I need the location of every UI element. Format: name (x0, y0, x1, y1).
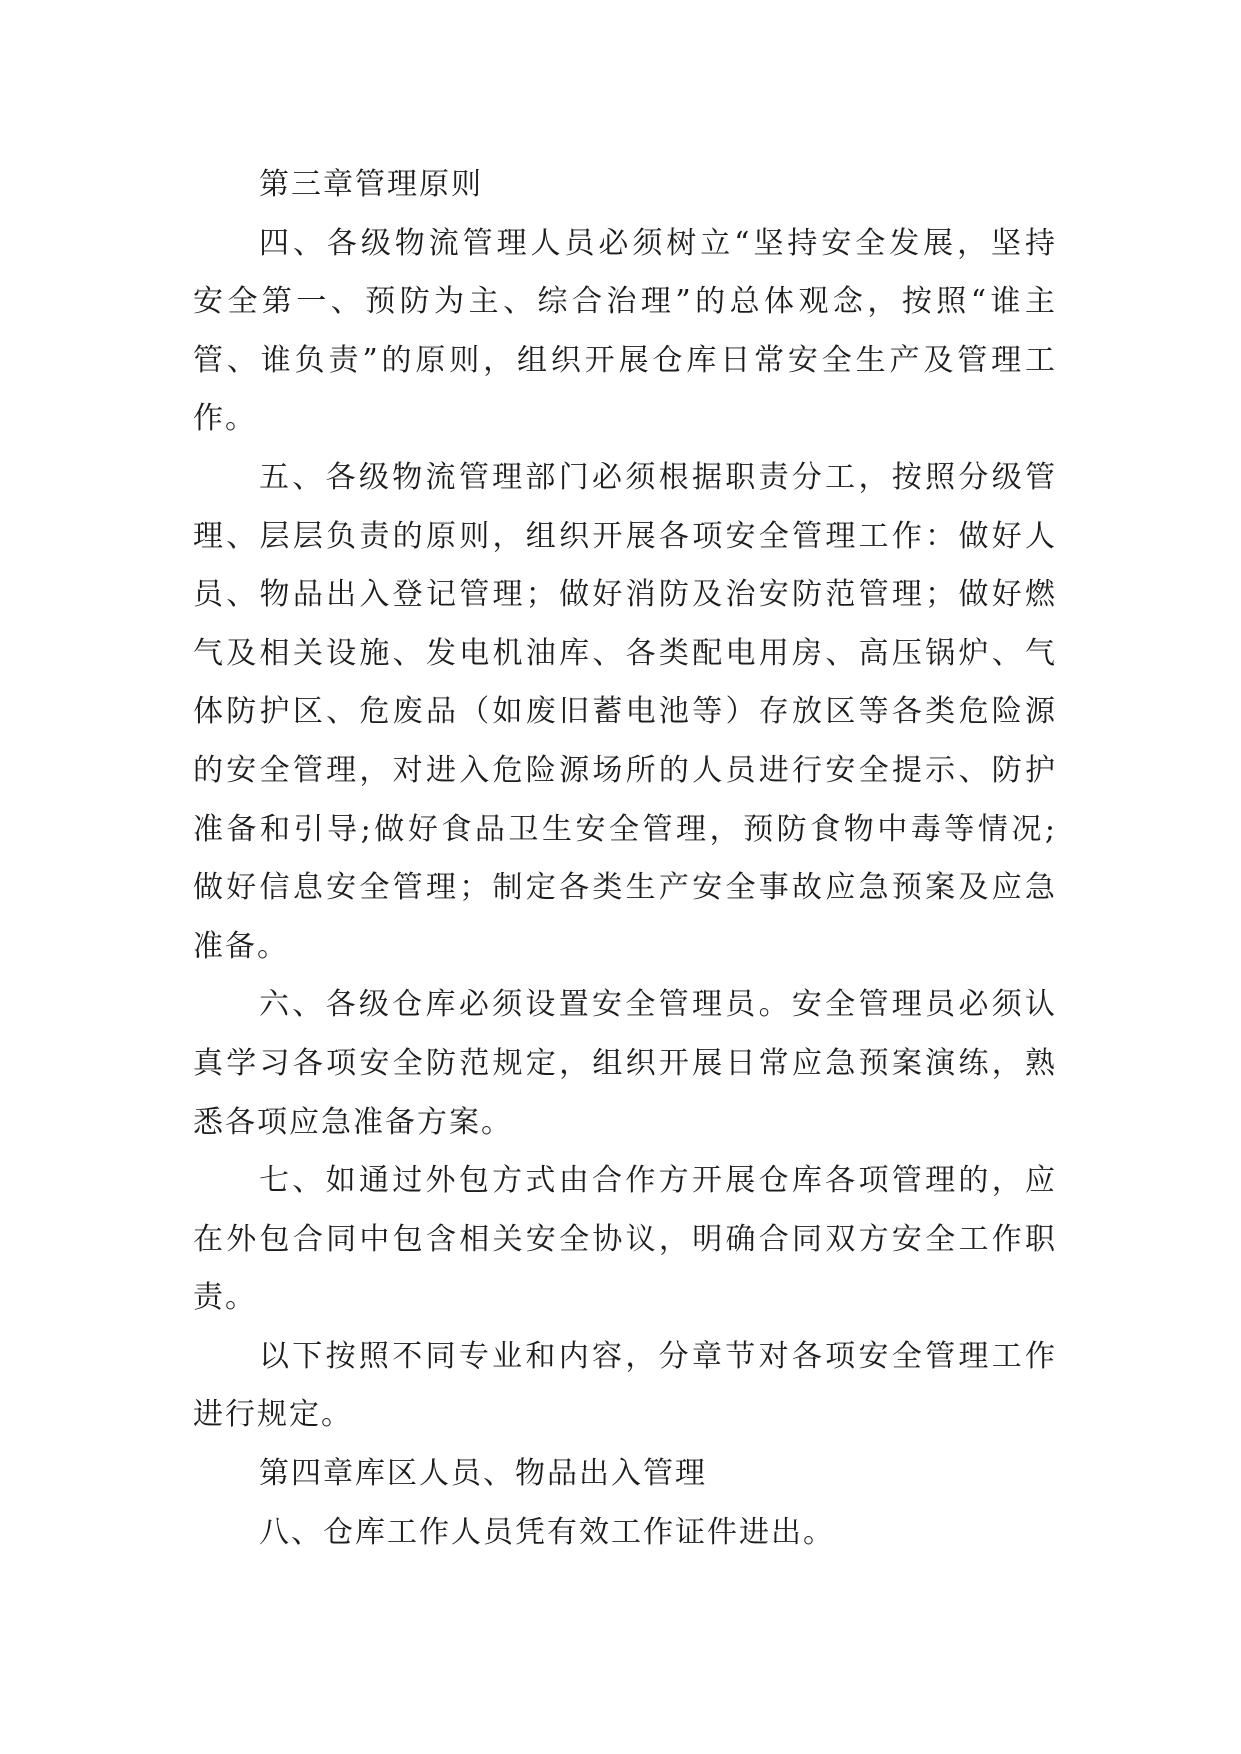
article-line: 五、各级物流管理部门必须根据职责分工，按照分级管 (259, 459, 1057, 495)
article-line: 做好信息安全管理；制定各类生产安全事故应急预案及应急 (193, 870, 1057, 906)
article-line: 八、仓库工作人员凭有效工作证件进出。 (259, 1514, 835, 1550)
article-line: 在外包合同中包含相关安全协议，明确合同双方安全工作职 (193, 1221, 1057, 1257)
article-line: 管、谁负责”的原则，组织开展仓库日常安全生产及管理工 (193, 342, 1057, 378)
article-line: 准备。 (193, 928, 289, 964)
document-body (193, 156, 1057, 1562)
article-paragraph (193, 215, 1057, 449)
article-line: 准备和引导;做好食品卫生安全管理，预防食物中毒等情况; (193, 811, 1057, 847)
chapter-heading: 第三章管理原则 (259, 167, 483, 202)
article-line: 的安全管理，对进入危险源场所的人员进行安全提示、防护 (193, 752, 1057, 788)
article-line: 作。 (193, 401, 257, 437)
article-line: 真学习各项安全防范规定，组织开展日常应急预案演练，熟 (193, 1045, 1057, 1081)
chapter-heading: 第四章库区人员、物品出入管理 (259, 1456, 707, 1492)
article-line: 悉各项应急准备方案。 (193, 1104, 513, 1140)
article-line: 体防护区、危废品（如废旧蓄电池等）存放区等各类危险源 (193, 694, 1057, 730)
article-paragraph (193, 976, 1057, 1152)
article-line: 责。 (193, 1280, 257, 1316)
article-line: 员、物品出入登记管理；做好消防及治安防范管理；做好燃 (193, 577, 1057, 613)
article-line: 理、层层负责的原则，组织开展各项安全管理工作：做好人 (193, 518, 1057, 554)
article-line: 六、各级仓库必须设置安全管理员。安全管理员必须认 (259, 987, 1057, 1023)
article-paragraph (193, 1504, 1057, 1563)
article-line: 七、如通过外包方式由合作方开展仓库各项管理的，应 (259, 1163, 1057, 1199)
article-line: 安全第一、预防为主、综合治理”的总体观念，按照“谁主 (193, 284, 1057, 320)
closing-note-paragraph (193, 1328, 1057, 1445)
article-line: 气及相关设施、发电机油库、各类配电用房、高压锅炉、气 (193, 635, 1057, 671)
article-paragraph (193, 449, 1057, 976)
article-line: 四、各级物流管理人员必须树立“坚持安全发展，坚持 (259, 225, 1057, 261)
closing-note-line: 进行规定。 (193, 1397, 353, 1433)
article-paragraph (193, 1152, 1057, 1328)
closing-note-line: 以下按照不同专业和内容，分章节对各项安全管理工作 (259, 1338, 1057, 1374)
